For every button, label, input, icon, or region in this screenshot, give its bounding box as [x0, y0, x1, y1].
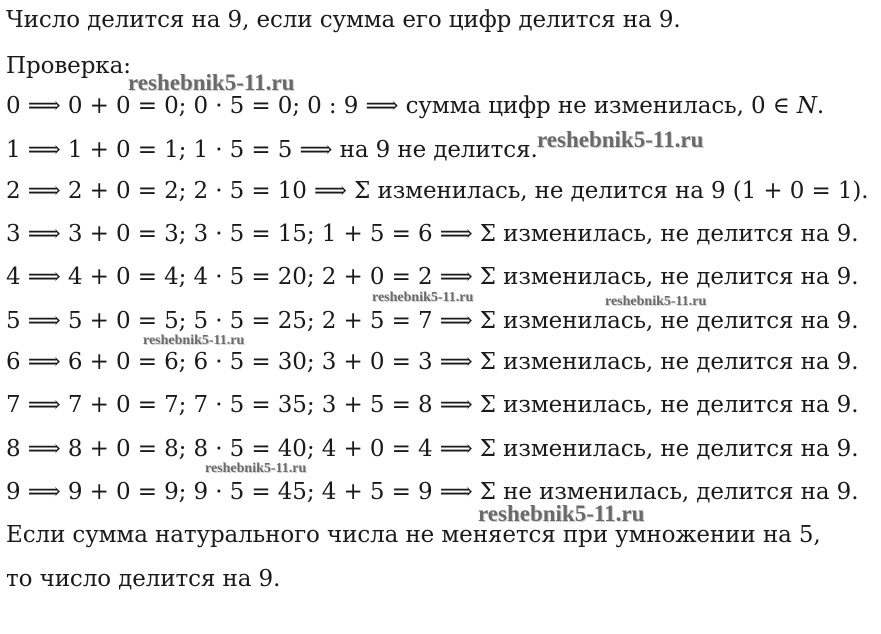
conclusion-line-2: то число делится на 9. — [6, 566, 281, 592]
watermark: reshebnik5-11.ru — [205, 461, 307, 476]
row-4: 4 ⟹ 4 + 0 = 4; 4 · 5 = 20; 2 + 0 = 2 ⟹ Σ изменилась, не делится на 9. — [6, 264, 859, 290]
watermark: reshebnik5-11.ru — [605, 294, 707, 309]
watermark: reshebnik5-11.ru — [478, 501, 645, 526]
watermark: reshebnik5-11.ru — [128, 70, 295, 95]
row-0: 0 ⟹ 0 + 0 = 0; 0 · 5 = 0; 0 : 9 ⟹ сумма цифр не изменилась, 0 ∈ 𝑁. — [6, 93, 825, 119]
watermark: reshebnik5-11.ru — [537, 127, 704, 152]
row-8: 8 ⟹ 8 + 0 = 8; 8 · 5 = 40; 4 + 0 = 4 ⟹ Σ изменилась, не делится на 9. — [6, 436, 859, 462]
row-5: 5 ⟹ 5 + 0 = 5; 5 · 5 = 25; 2 + 5 = 7 ⟹ Σ изменилась, не делится на 9. — [6, 308, 859, 334]
row-6: 6 ⟹ 6 + 0 = 6; 6 · 5 = 30; 3 + 0 = 3 ⟹ Σ изменилась, не делится на 9. — [6, 349, 859, 375]
watermark: reshebnik5-11.ru — [143, 333, 245, 348]
row-9: 9 ⟹ 9 + 0 = 9; 9 · 5 = 45; 4 + 5 = 9 ⟹ Σ не изменилась, делится на 9. — [6, 479, 859, 505]
row-3: 3 ⟹ 3 + 0 = 3; 3 · 5 = 15; 1 + 5 = 6 ⟹ Σ изменилась, не делится на 9. — [6, 221, 859, 247]
row-7: 7 ⟹ 7 + 0 = 7; 7 · 5 = 35; 3 + 5 = 8 ⟹ Σ изменилась, не делится на 9. — [6, 392, 859, 418]
rule-text: Число делится на 9, если сумма его цифр делится на 9. — [6, 7, 681, 33]
conclusion-line-1: Если сумма натурального числа не меняется при умножении на 5, — [6, 522, 821, 548]
row-1: 1 ⟹ 1 + 0 = 1; 1 · 5 = 5 ⟹ на 9 не делится. — [6, 137, 538, 163]
watermark: reshebnik5-11.ru — [372, 290, 474, 305]
row-2: 2 ⟹ 2 + 0 = 2; 2 · 5 = 10 ⟹ Σ изменилась, не делится на 9 (1 + 0 = 1). — [6, 178, 869, 204]
check-heading: Проверка: — [6, 53, 131, 79]
